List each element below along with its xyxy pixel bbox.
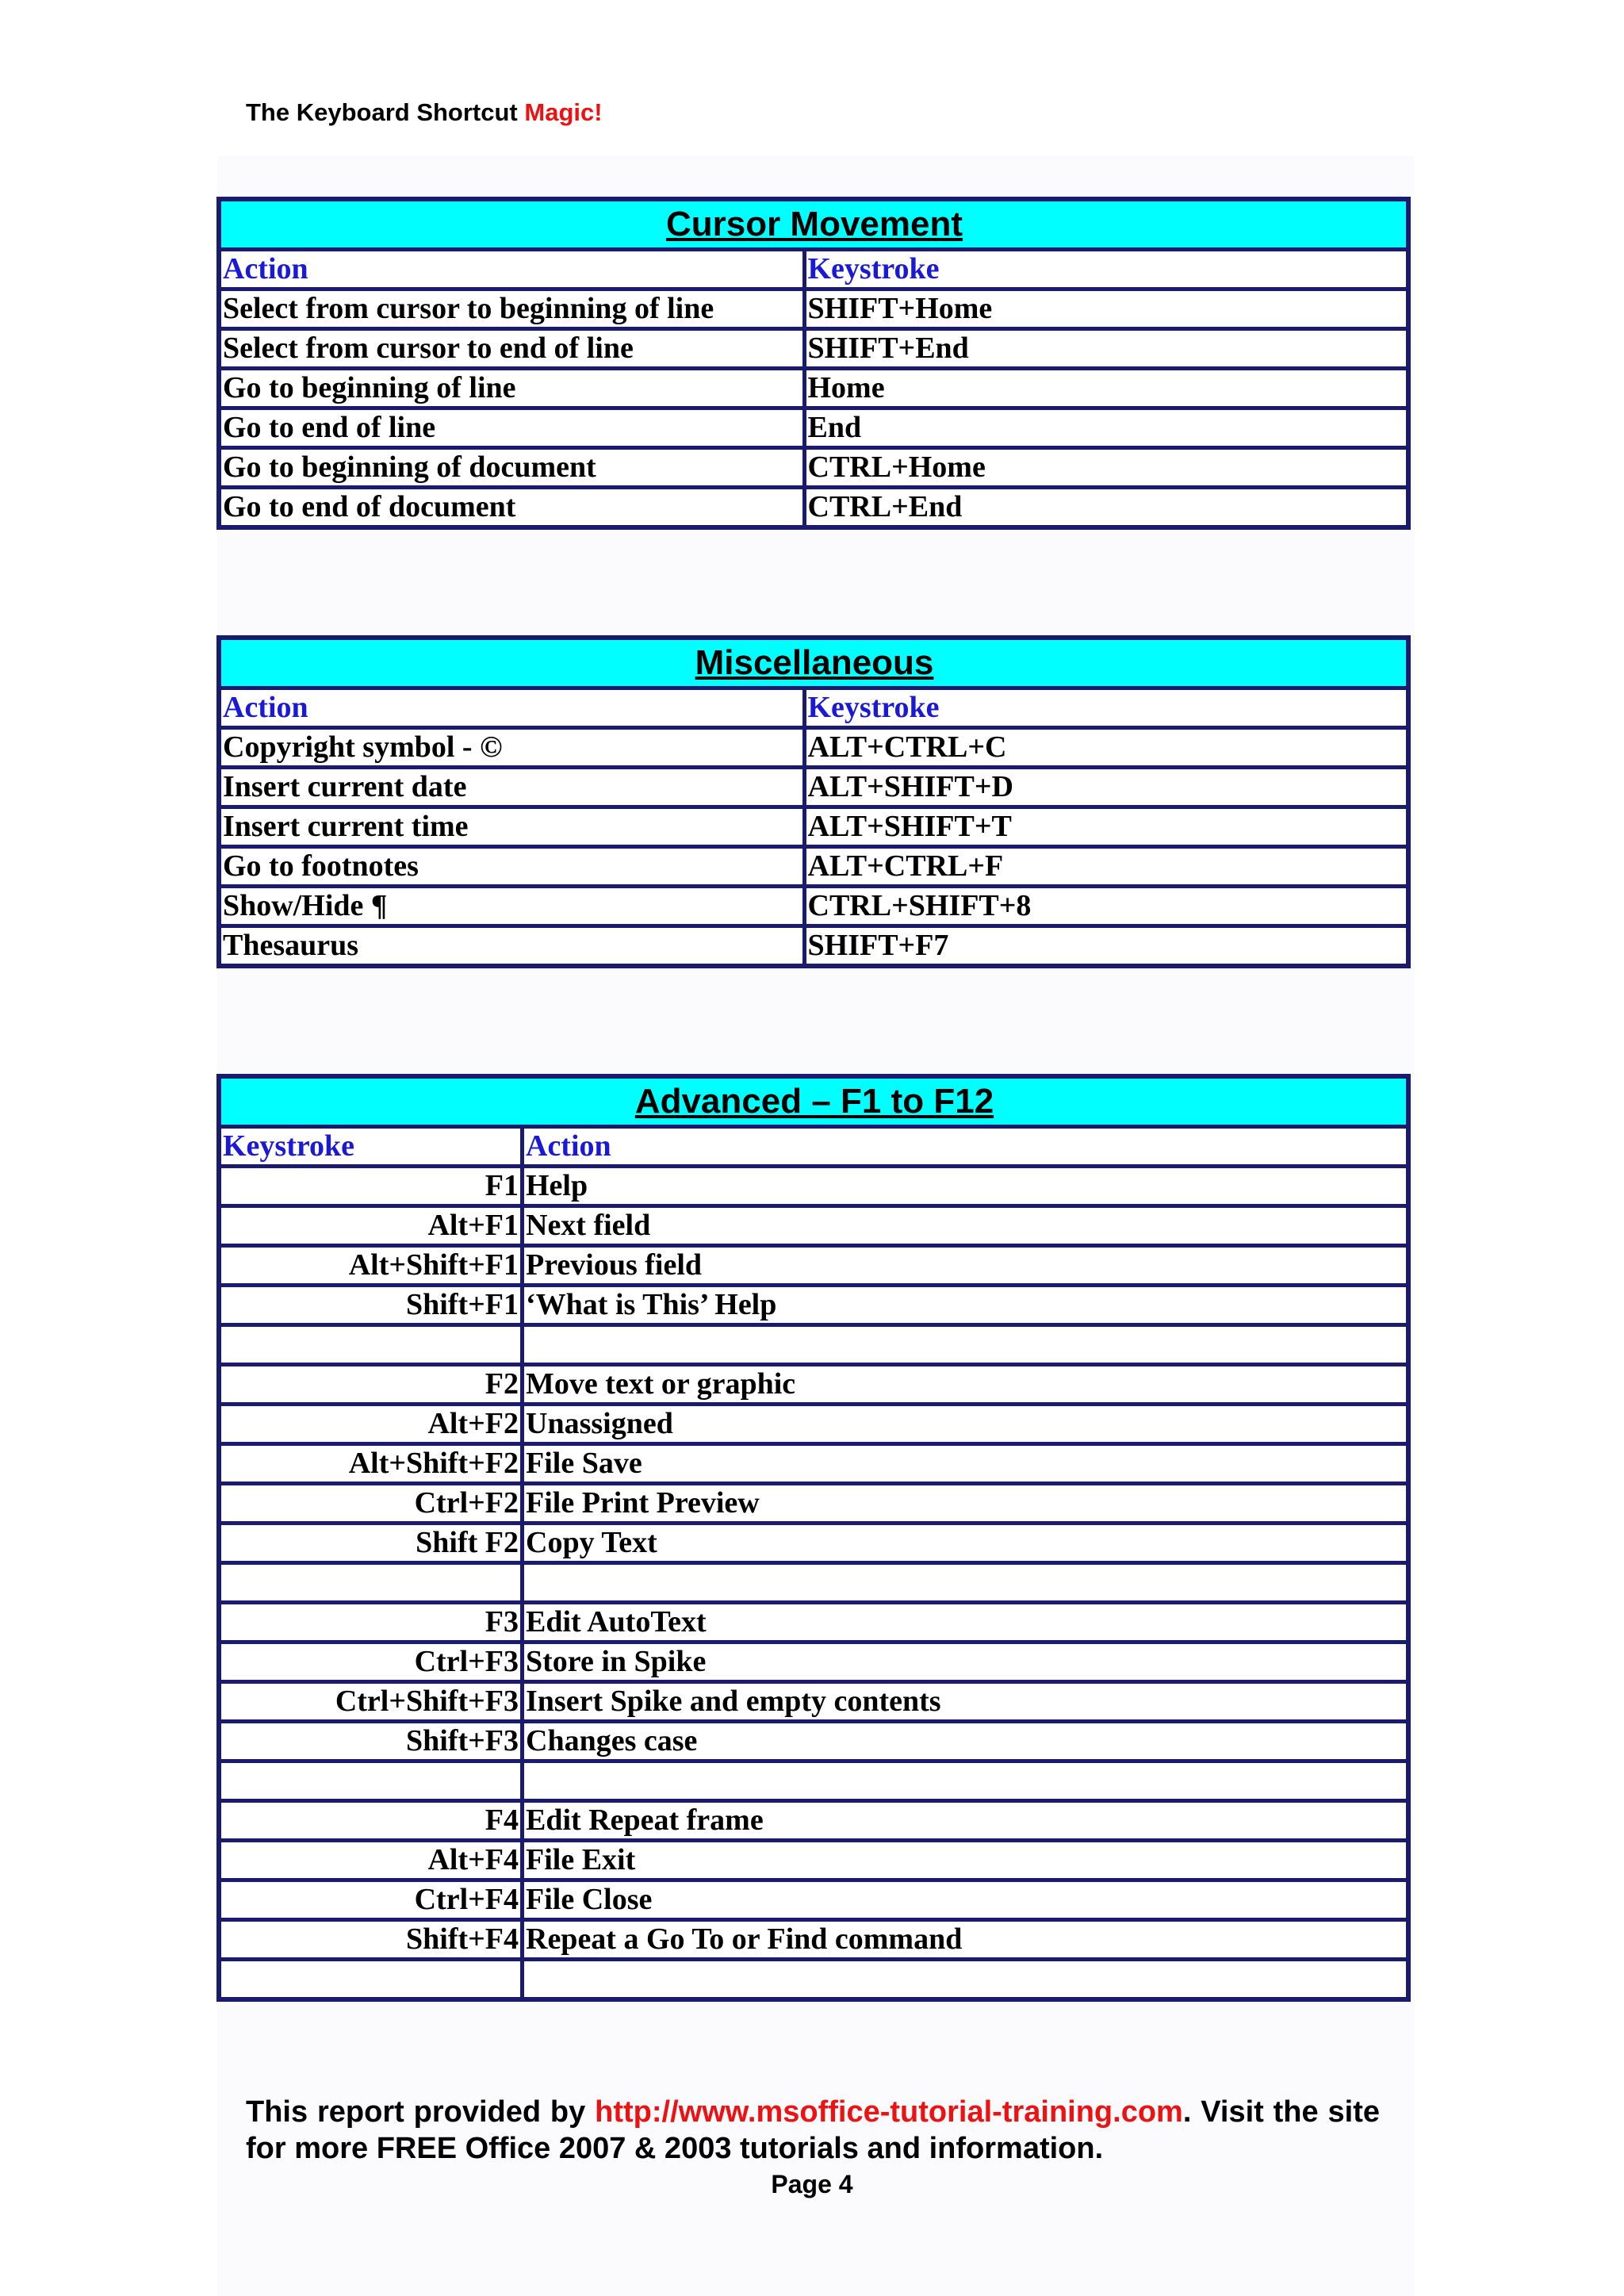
keystroke-cell: Shift+F4 [219,1920,523,1960]
keystroke-cell: End [804,408,1408,448]
action-cell: Go to footnotes [219,847,804,887]
table-row [219,1960,1408,2000]
table-row [219,1206,1408,1246]
table-row [219,1920,1408,1960]
action-cell: Insert Spike and empty contents [523,1682,1409,1722]
advanced-f1-f12-table [216,1074,1411,2002]
keystroke-cell: F3 [219,1603,523,1642]
keystroke-cell: SHIFT+F7 [804,926,1408,967]
action-cell: Changes case [523,1722,1409,1761]
action-cell: Copyright symbol - © [219,728,804,768]
footer-text-before: This report provided by [246,2095,596,2129]
keystroke-cell: Alt+Shift+F2 [219,1444,523,1484]
column-header-keystroke: Keystroke [219,1127,523,1167]
keystroke-cell: SHIFT+End [804,329,1408,369]
table-row [219,1722,1408,1761]
table-row [219,1880,1408,1920]
table-row [219,1524,1408,1563]
action-cell: Insert current date [219,768,804,807]
table-title: Cursor Movement [219,199,1408,250]
keystroke-cell: Shift+F3 [219,1722,523,1761]
action-cell: Repeat a Go To or Find command [523,1920,1409,1960]
action-cell [523,1960,1409,2000]
action-cell: Copy Text [523,1524,1409,1563]
cursor-movement-table [216,197,1411,530]
action-cell: Go to beginning of line [219,369,804,408]
table-title: Advanced – F1 to F12 [219,1076,1408,1127]
table-row [219,289,1408,329]
action-cell: Go to end of line [219,408,804,448]
action-cell: Edit AutoText [523,1603,1409,1642]
table-row [219,807,1408,847]
keystroke-cell: ALT+CTRL+C [804,728,1408,768]
action-cell: Insert current time [219,807,804,847]
table-row [219,847,1408,887]
action-cell: Previous field [523,1246,1409,1286]
keystroke-cell: F4 [219,1801,523,1841]
keystroke-cell [219,1563,523,1603]
table-row [219,1246,1408,1286]
table-row [219,1286,1408,1325]
table-title: Miscellaneous [219,638,1408,688]
keystroke-cell: Alt+F4 [219,1841,523,1880]
keystroke-cell: Shift F2 [219,1524,523,1563]
keystroke-cell [219,1325,523,1365]
table-row [219,926,1408,967]
table-row [219,1484,1408,1524]
header-title-accent: Magic! [524,98,603,126]
action-cell: Unassigned [523,1405,1409,1444]
miscellaneous-table [216,635,1411,968]
action-cell: Show/Hide ¶ [219,887,804,926]
website-link[interactable]: http://www.msoffice-tutorial-training.com [595,2095,1183,2129]
table-row [219,488,1408,528]
table-row [219,1603,1408,1642]
action-cell: Edit Repeat frame [523,1801,1409,1841]
table-row [219,1642,1408,1682]
action-cell: Go to beginning of document [219,448,804,488]
page-number: Page 4 [771,2170,853,2198]
table-row [219,448,1408,488]
keystroke-cell: Ctrl+F2 [219,1484,523,1524]
table-row [219,1365,1408,1405]
column-header-action: Action [523,1127,1409,1167]
keystroke-cell: F2 [219,1365,523,1405]
column-header-action: Action [219,250,804,289]
table-row [219,1801,1408,1841]
column-header-keystroke: Keystroke [804,688,1408,728]
table-row [219,1841,1408,1880]
table-row [219,1682,1408,1722]
keystroke-cell: ALT+SHIFT+T [804,807,1408,847]
header-title: The Keyboard Shortcut [246,98,525,126]
keystroke-cell: Ctrl+Shift+F3 [219,1682,523,1722]
action-cell: File Save [523,1444,1409,1484]
action-cell: Thesaurus [219,926,804,967]
keystroke-cell [219,1761,523,1801]
action-cell: Next field [523,1206,1409,1246]
table-row [219,1444,1408,1484]
table-row [219,728,1408,768]
action-cell: ‘What is This’ Help [523,1286,1409,1325]
table-row [219,1167,1408,1206]
keystroke-cell: Alt+F2 [219,1405,523,1444]
action-cell: File Close [523,1880,1409,1920]
keystroke-cell: SHIFT+Home [804,289,1408,329]
action-cell [523,1761,1409,1801]
action-cell: Move text or graphic [523,1365,1409,1405]
table-row [219,329,1408,369]
action-cell: Select from cursor to end of line [219,329,804,369]
table-row [219,1761,1408,1801]
keystroke-cell: CTRL+SHIFT+8 [804,887,1408,926]
table-row [219,1325,1408,1365]
action-cell: Select from cursor to beginning of line [219,289,804,329]
table-row [219,1405,1408,1444]
keystroke-cell: Home [804,369,1408,408]
keystroke-cell: F1 [219,1167,523,1206]
keystroke-cell: ALT+CTRL+F [804,847,1408,887]
action-cell: Store in Spike [523,1642,1409,1682]
table-row [219,408,1408,448]
action-cell: File Print Preview [523,1484,1409,1524]
keystroke-cell: Alt+Shift+F1 [219,1246,523,1286]
table-row [219,369,1408,408]
table-row [219,887,1408,926]
action-cell: Go to end of document [219,488,804,528]
keystroke-cell: Ctrl+F3 [219,1642,523,1682]
table-row [219,1563,1408,1603]
action-cell: File Exit [523,1841,1409,1880]
keystroke-cell: Shift+F1 [219,1286,523,1325]
footer-note [246,2094,1380,2167]
footer-text-after: . Visit the site for more FREE Office 2007 & 2003 tutorials and information. [246,2095,1380,2165]
table-row [219,768,1408,807]
keystroke-cell [219,1960,523,2000]
keystroke-cell: CTRL+End [804,488,1408,528]
column-header-keystroke: Keystroke [804,250,1408,289]
column-header-action: Action [219,688,804,728]
action-cell [523,1325,1409,1365]
page-header [246,98,603,127]
keystroke-cell: CTRL+Home [804,448,1408,488]
keystroke-cell: Alt+F1 [219,1206,523,1246]
action-cell [523,1563,1409,1603]
keystroke-cell: Ctrl+F4 [219,1880,523,1920]
keystroke-cell: ALT+SHIFT+D [804,768,1408,807]
action-cell: Help [523,1167,1409,1206]
